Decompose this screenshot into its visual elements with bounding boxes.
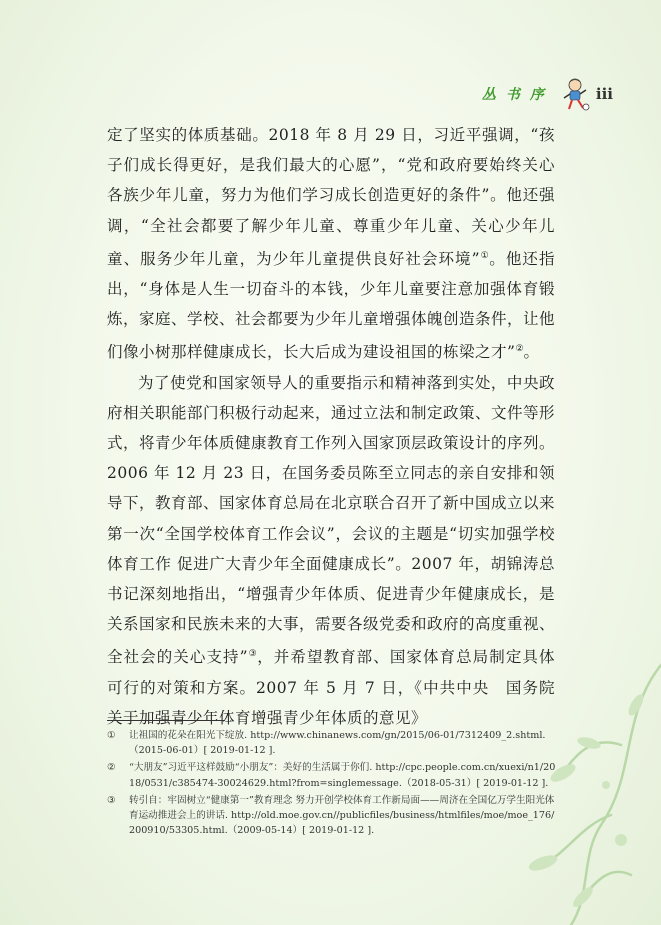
footnote-number: ② (107, 762, 116, 774)
series-preface-title: 丛书序 (481, 87, 554, 103)
cartoon-child-runner-icon (560, 76, 590, 112)
running-head (482, 74, 613, 114)
paragraph-text: ，并希望教育部、国家体育总局制定具体可行的对策和方案。2007 年 5 月 7 日，《中共中央 国务院关于加强青少年体育增强青少年体质的意见》 (107, 648, 555, 727)
footnote-number: ③ (107, 794, 116, 806)
body-paragraph (107, 120, 555, 368)
footnote-marker: ① (480, 250, 490, 261)
paragraph-text: 定了坚实的体质基础。2018 年 8 月 29 日，习近平强调，“孩子们成长得更好，是我们最大的心愿”，“党和政府要始终关心各族少年儿童，努力为他们学习成长创造更好的条件”。他还强调，“全社会都要了解少年儿童、尊重少年儿童、关心少年儿童、服务少年儿童，为少年儿童提供良好社会环境” (107, 126, 555, 268)
page-number: iii (595, 85, 613, 103)
paragraph-text: 。 (523, 343, 540, 362)
footnote-marker: ② (515, 344, 524, 355)
footnote-text: 让祖国的花朵在阳光下绽放. http://www.chinanews.com/gn/2015/06-01/7312409_2.shtml.（2015-06-01）[ 2019-01-12 ]. (129, 730, 546, 757)
footnote-marker: ③ (248, 649, 258, 660)
paragraph-text: 为了使党和国家领导人的重要指示和精神落到实处，中央政府相关职能部门积极行动起来，通过立法和制定政策、文件等形式，将青少年体质健康教育工作列入国家顶层政策设计的序列。2006 年 12 月 23 日，在国务委员陈至立同志的亲自安排和领导下，教育部、国家体育总局在北京联合召开了新中国成立以来第一次“全国学校体育工作会议”，会议的主题是“切实加强学校体育工作 促进广大青少年全面健康成长”。2007 年，胡锦涛总书记深刻地指出，“增强青少年体质、促进青少年健康成长，是关系国家和民族未来的大事，需要各级党委和政府的高度重视、全社会的关心支持” (107, 373, 556, 667)
paragraph-text: 。他还指出，“身体是人生一切奋斗的本钱，少年儿童要注意加强体育锻炼，家庭、学校、社会都要为少年儿童增强体魄创造条件，让他们像小树那样健康成长，长大后成为建设祖国的栋梁之才” (107, 249, 556, 362)
footnote-separator (107, 720, 225, 721)
footnote-text: “大朋友”习近平这样鼓励“小朋友”：美好的生活属于你们. http://cpc.people.com.cn/xuexi/n1/2018/0531/c385474-30024629.html?from=singlemessage.（2018-05-31）[ 2019-01-12 ]. (129, 762, 556, 789)
footnote-number: ① (107, 730, 116, 741)
floral-vine-decoration (471, 625, 661, 925)
footnote-text: 转引自：牢固树立“健康第一”教育理念 努力开创学校体育工作新局面——周济在全国亿万学生阳光体育运动推进会上的讲话. http://old.moe.gov.cn//publicfiles/business/htmlfiles/moe/moe_176/200910/53305.html.（2009-05-14）[ 2019-01-12 ]. (129, 794, 555, 837)
